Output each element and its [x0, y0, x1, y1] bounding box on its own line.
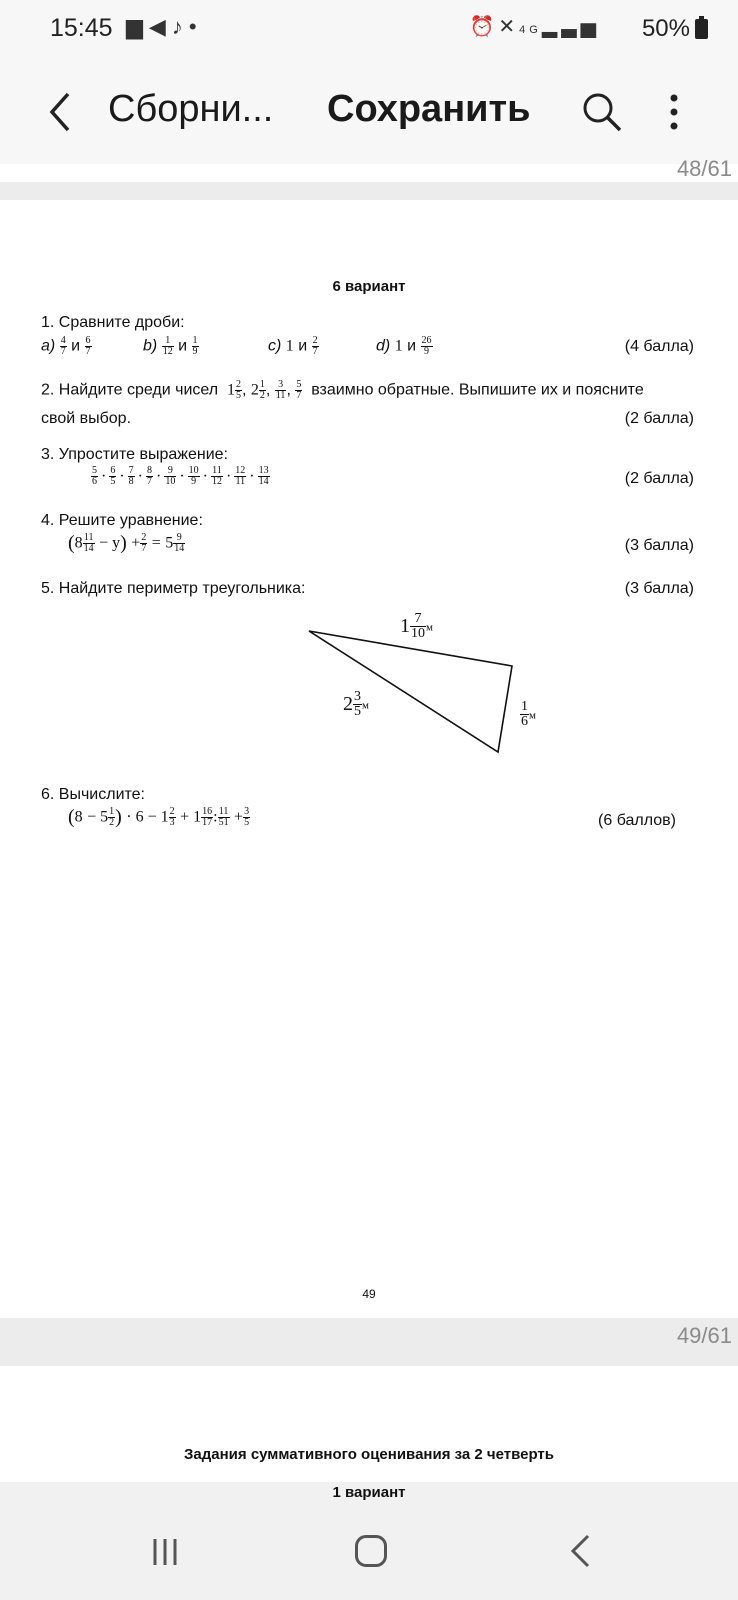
recents-button[interactable] — [151, 1537, 179, 1567]
next-variant-heading: 1 вариант — [332, 1484, 406, 1501]
dot-icon: • — [188, 14, 203, 39]
problem-6-expression: (8 − 5 $\frac{1}{2}$ ) · 6 − 1 $\frac{2}{3}$ + 1 $\frac{16}{17}$ : $\frac{11}{51}$ + $\frac{3}{5}$ — [68, 806, 250, 828]
problem-5-points: (3 балла) — [624, 580, 694, 597]
fraction: $\frac{6}{5}$ — [110, 465, 116, 487]
fraction: $\frac{2}{5}$ — [235, 379, 241, 401]
fraction: $\frac{13}{14}$ — [258, 465, 269, 487]
problem-3-title: 3. Упростите выражение: — [41, 446, 228, 463]
problem-1-points: (4 балла) — [624, 338, 694, 355]
save-button[interactable]: Сохранить — [327, 88, 531, 130]
more-vert-icon — [662, 92, 686, 136]
home-button[interactable] — [355, 1535, 387, 1567]
search-icon — [580, 90, 624, 134]
more-options-button[interactable] — [662, 92, 686, 136]
fraction: $\frac{8}{7}$ — [146, 465, 152, 487]
fraction: $\frac{5}{6}$ — [92, 465, 97, 487]
alarm-icon: ⏰ — [469, 16, 499, 38]
problem-6-points: (6 баллов) — [598, 812, 676, 829]
side-label-right: $\frac{1}{6}$ м — [521, 699, 536, 729]
fraction: $\frac{11}{12}$ — [211, 465, 222, 487]
fraction: $\frac{2}{7}$ — [312, 335, 318, 357]
problem-2-line1: 2. Найдите среди чисел 1 $\frac{2}{5}$ , 2 $\frac{1}{2}$ , $\frac{3}{11}$ , $\frac{5}{7}$ взаимно обратные. Выпишите их и поясните — [41, 379, 644, 401]
triangle-shape — [309, 631, 512, 752]
side-label-top: 1 $\frac{7}{10}$ м — [400, 611, 433, 641]
mute-icon: ✕ — [498, 16, 520, 38]
fraction: $\frac{5}{7}$ — [296, 379, 302, 401]
fraction: $\frac{6}{7}$ — [85, 335, 91, 357]
chevron-left-icon — [40, 84, 84, 140]
variant-heading: 6 вариант — [332, 278, 406, 295]
problem-2-points: (2 балла) — [624, 410, 694, 427]
chat-icon: ▆ — [126, 14, 149, 39]
back-chevron-icon — [568, 1532, 592, 1570]
problem-1-b: b) $\frac{1}{12}$ и $\frac{1}{9}$ — [143, 335, 198, 357]
fraction: $\frac{3}{11}$ — [275, 379, 286, 401]
fraction: $\frac{9}{14}$ — [174, 532, 185, 554]
next-page-title: Задания суммативного оценивания за 2 четверть — [184, 1446, 554, 1463]
fraction: $\frac{4}{7}$ — [60, 335, 66, 357]
network-label: 4G — [519, 24, 542, 36]
problem-1-c: c) 1 и $\frac{2}{7}$ — [268, 335, 318, 357]
recents-icon — [151, 1537, 179, 1567]
battery-percent: 50% — [641, 15, 690, 42]
fraction: $\frac{1}{12}$ — [162, 335, 173, 357]
previous-page-edge — [0, 164, 738, 182]
problem-4-title: 4. Решите уравнение: — [41, 512, 203, 529]
problem-3-points: (2 балла) — [624, 470, 694, 487]
fraction: $\frac{1}{9}$ — [192, 335, 198, 357]
problem-6-title: 6. Вычислите: — [41, 786, 145, 803]
problem-5-title: 5. Найдите периметр треугольника: — [41, 580, 306, 597]
next-page — [0, 1366, 738, 1482]
telegram-icon: ◀ — [148, 14, 172, 39]
page-number: 49 — [362, 1287, 376, 1301]
side-label-left: 2 $\frac{3}{5}$ м — [343, 689, 369, 719]
problem-2-line2: свой выбор. — [41, 410, 132, 427]
document-title: Сборни... — [108, 88, 274, 130]
page-counter: 49/61 — [676, 1323, 732, 1348]
tiktok-icon: ♪ — [171, 14, 189, 39]
signal-icon: ▂▃▅ — [541, 16, 600, 38]
notification-icons — [126, 14, 203, 40]
fraction: $\frac{9}{10}$ — [165, 465, 176, 487]
fraction: $\frac{12}{11}$ — [235, 465, 246, 487]
fraction: $\frac{2}{7}$ — [141, 532, 147, 554]
fraction: $\frac{11}{14}$ — [83, 532, 94, 554]
fraction: $\frac{10}{9}$ — [188, 465, 199, 487]
battery-icon — [695, 19, 708, 39]
search-button[interactable] — [580, 90, 624, 134]
status-time: 15:45 — [50, 14, 113, 42]
problem-1-d: d) 1 и $\frac{26}{9}$ — [376, 335, 432, 357]
prev-page-counter: 48/61 — [676, 156, 732, 181]
problem-1-title: 1. Сравните дроби: — [41, 314, 185, 331]
problem-4-equation: (8 $\frac{11}{14}$ − y) + $\frac{2}{7}$ = 5 $\frac{9}{14}$ — [68, 532, 185, 554]
fraction: $\frac{26}{9}$ — [421, 335, 432, 357]
fraction: $\frac{1}{2}$ — [259, 379, 265, 401]
problem-3-expression: $\frac{5}{6}$ · $\frac{6}{5}$ · $\frac{7}{8}$ · $\frac{8}{7}$ · $\frac{9}{10}$ · $\frac{10}{9}$ · $\frac{11}{12}$ · $\frac{12}{11}$ · $\frac{13}{14}$ — [92, 465, 269, 487]
back-button[interactable] — [40, 84, 84, 140]
system-icons — [469, 14, 600, 39]
problem-4-points: (3 балла) — [624, 537, 694, 554]
system-back-button[interactable] — [568, 1532, 592, 1570]
problem-1-a: a) $\frac{4}{7}$ и $\frac{6}{7}$ — [41, 335, 91, 357]
fraction: $\frac{7}{8}$ — [128, 465, 134, 487]
